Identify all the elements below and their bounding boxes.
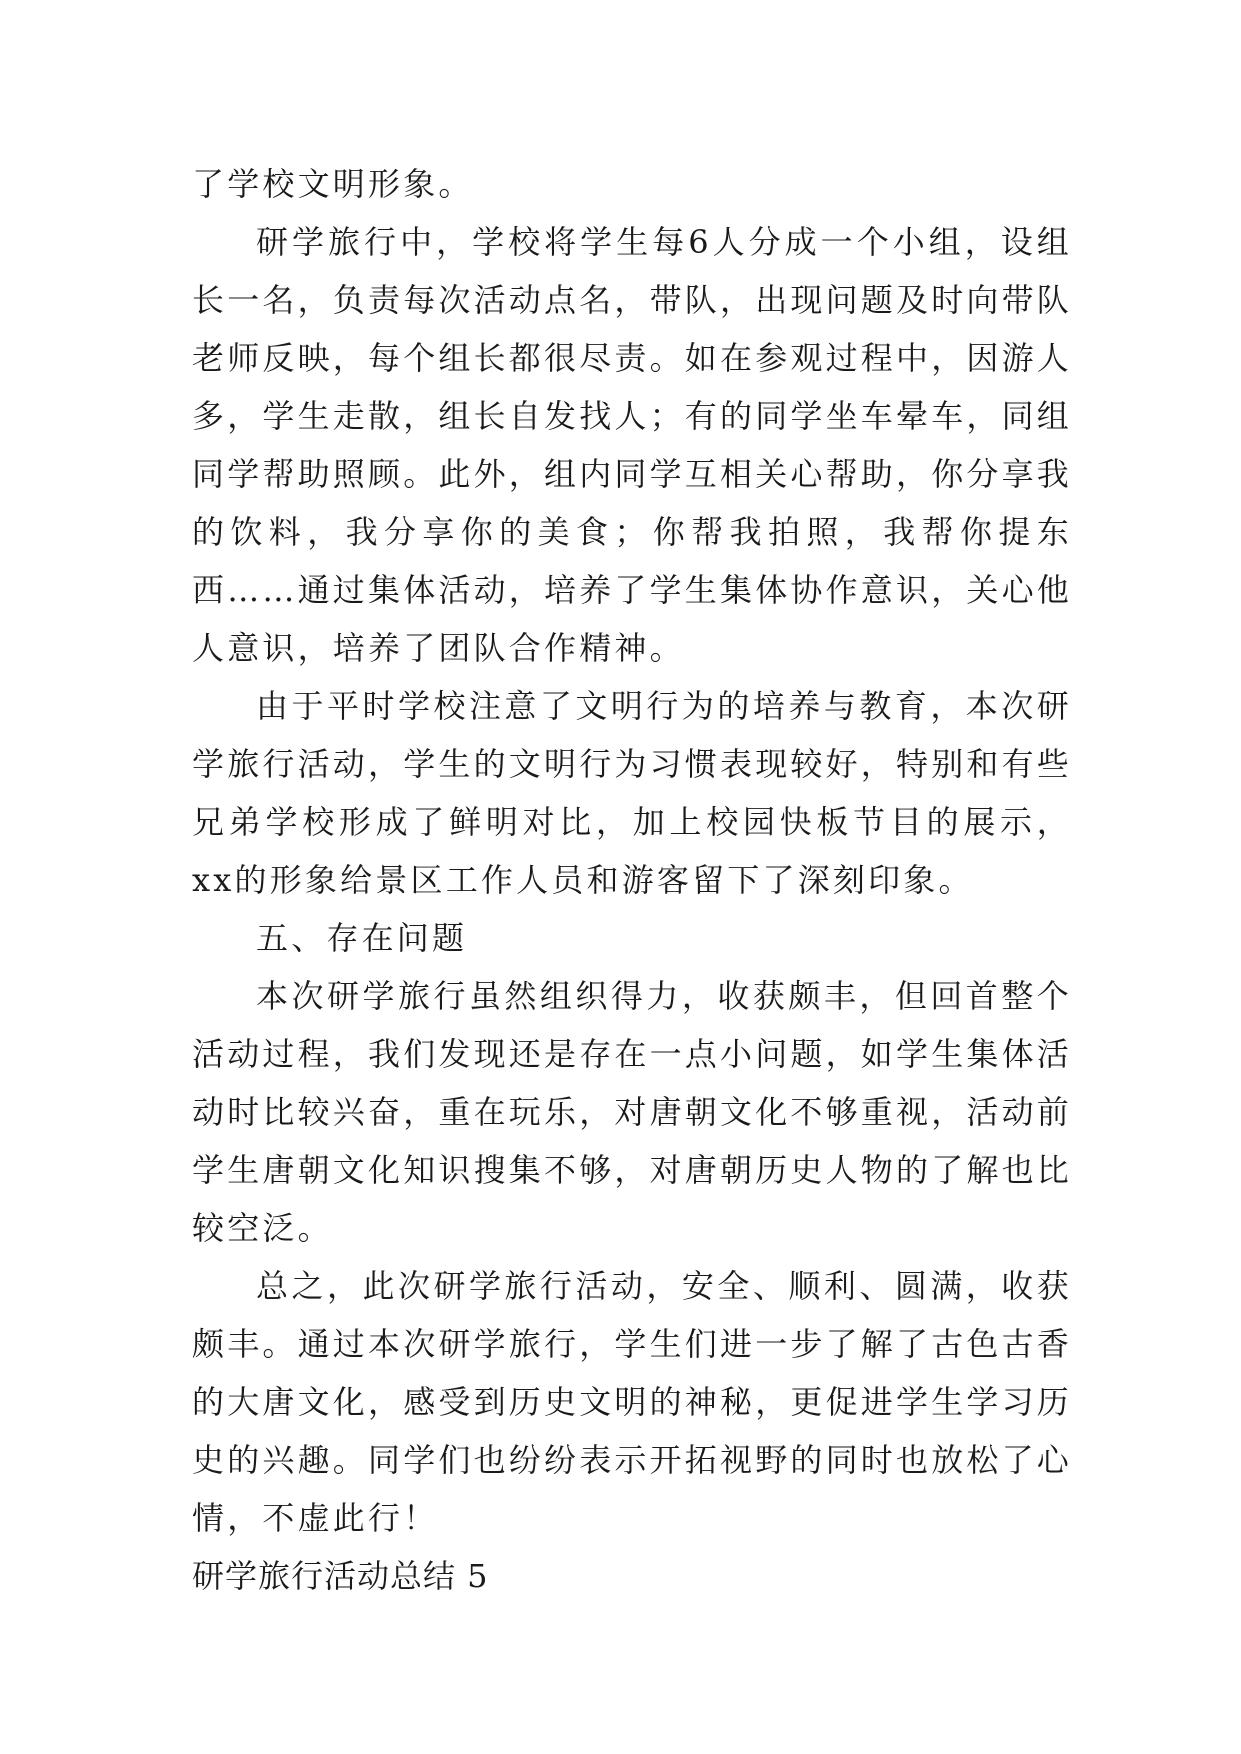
- paragraph-group-organization: 研学旅行中，学校将学生每6人分成一个小组，设组长一名，负责每次活动点名，带队，出现问题及时向带队老师反映，每个组长都很尽责。如在参观过程中，因游人多，学生走散，组长自发找人；有的同学坐车晕车，同组同学帮助照顾。此外，组内同学互相关心帮助，你分享我的饮料，我分享你的美食；你帮我拍照，我帮你提东西……通过集体活动，培养了学生集体协作意识，关心他人意识，培养了团队合作精神。: [192, 223, 1073, 667]
- paragraph-conclusion: 总之，此次研学旅行活动，安全、顺利、圆满，收获颇丰。通过本次研学旅行，学生们进一步了解了古色古香的大唐文化，感受到历史文明的神秘，更促进学生学习历史的兴趣。同学们也纷纷表示开拓视野的同时也放松了心情，不虚此行！: [192, 1267, 1073, 1537]
- document-body: [192, 155, 1072, 1605]
- paragraph-civilized-behavior: 由于平时学校注意了文明行为的培养与教育，本次研学旅行活动，学生的文明行为习惯表现较好，特别和有些兄弟学校形成了鲜明对比，加上校园快板节目的展示，xx的形象给景区工作人员和游客留下了深刻印象。: [192, 687, 1073, 899]
- paragraph-continuation: 了学校文明形象。: [192, 165, 474, 203]
- paragraph-problems: 本次研学旅行虽然组织得力，收获颇丰，但回首整个活动过程，我们发现还是存在一点小问题，如学生集体活动时比较兴奋，重在玩乐，对唐朝文化不够重视，活动前学生唐朝文化知识搜集不够，对唐朝历史人物的了解也比较空泛。: [192, 977, 1073, 1247]
- section-title: 研学旅行活动总结 5: [192, 1557, 489, 1595]
- heading-existing-problems: 五、存在问题: [256, 919, 468, 957]
